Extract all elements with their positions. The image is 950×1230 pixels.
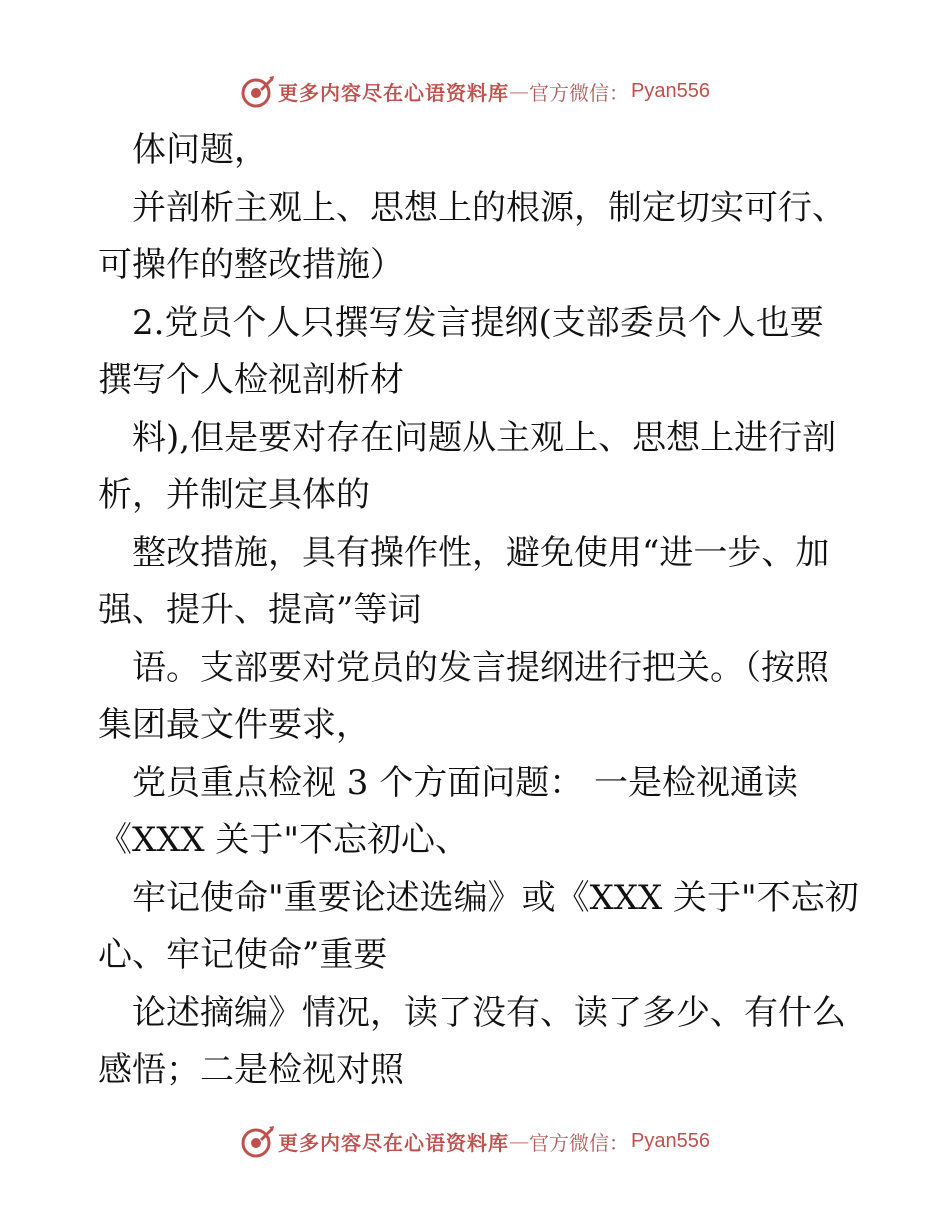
text-line: 牢记使命"重要论述选编》或《XXX 关于"不忘初 xyxy=(98,877,859,918)
header-official-label: 官方微信： xyxy=(529,80,630,105)
text-line: 语。支部要对党员的发言提纲进行把关。（按照 xyxy=(98,647,829,688)
text-line: 《XXX 关于"不忘初心、 xyxy=(98,820,470,860)
footer-separator: — xyxy=(509,1129,530,1153)
footer-brand-text: 更多内容尽在心语资料库 xyxy=(278,1130,510,1155)
text-line: 心、牢记使命”重要 xyxy=(98,935,388,975)
text-line: 体问题， xyxy=(98,130,268,170)
text-line: 析，并制定具体的 xyxy=(98,475,370,515)
text-line: 2.党员个人只撰写发言提纲(支部委员个人也要 xyxy=(98,302,824,343)
header-watermark xyxy=(0,71,950,111)
brand-logo-icon xyxy=(240,73,276,109)
text-line: 强、提升、提高”等词 xyxy=(98,590,422,630)
text-line: 感悟；二是检视对照 xyxy=(98,1050,404,1090)
text-line: 撰写个人检视剖析材 xyxy=(98,360,404,400)
footer-watermark xyxy=(0,1121,950,1161)
text-line: 集团最文件要求， xyxy=(98,705,370,745)
text-line: 整改措施，具有操作性，避免使用“进一步、加 xyxy=(98,532,830,573)
document-body xyxy=(98,122,858,1100)
text-line: 论述摘编》情况，读了没有、读了多少、有什么 xyxy=(98,992,846,1033)
header-brand-text: 更多内容尽在心语资料库 xyxy=(278,80,510,105)
header-wechat-id: Pyan556 xyxy=(631,79,710,102)
footer-wechat-id: Pyan556 xyxy=(631,1129,710,1152)
text-line: 料),但是要对存在问题从主观上、思想上进行剖 xyxy=(98,417,837,458)
text-line: 可操作的整改措施） xyxy=(98,245,404,285)
text-line: 并剖析主观上、思想上的根源，制定切实可行、 xyxy=(98,187,846,228)
brand-logo-icon xyxy=(240,1123,276,1159)
text-line: 党员重点检视 3 个方面问题： 一是检视通读 xyxy=(98,762,799,803)
header-separator: — xyxy=(509,79,530,103)
footer-official-label: 官方微信： xyxy=(529,1130,630,1155)
